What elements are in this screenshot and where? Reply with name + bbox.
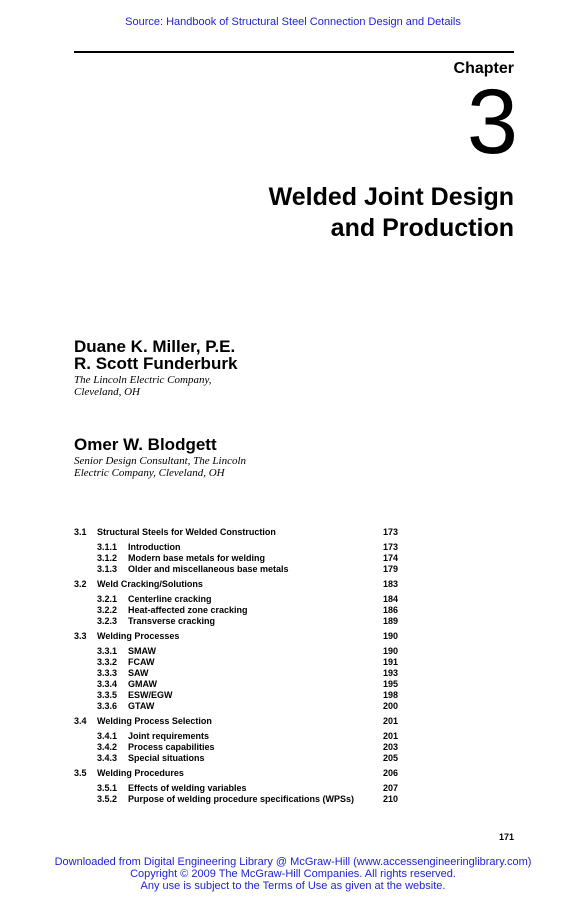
toc-page: 190 [382, 646, 398, 656]
toc-label: Special situations [128, 753, 205, 763]
toc-number: 3.2.2 [97, 605, 118, 615]
toc-page: 206 [382, 768, 398, 778]
toc-page: 190 [382, 631, 398, 641]
toc-label: Structural Steels for Welded Construction [97, 527, 276, 537]
toc-page: 203 [382, 742, 398, 752]
toc-number: 3.4.1 [97, 731, 118, 741]
toc-section-row[interactable] [74, 631, 404, 642]
toc-page: 191 [382, 657, 398, 667]
toc-subsection-row[interactable] [74, 616, 404, 627]
toc-label: Weld Cracking/Solutions [97, 579, 203, 589]
toc-page: 205 [382, 753, 398, 763]
toc-page: 200 [382, 701, 398, 711]
toc-label: Introduction [128, 542, 181, 552]
toc-label: Welding Process Selection [97, 716, 212, 726]
toc-number: 3.1.3 [97, 564, 118, 574]
toc-page: 173 [382, 527, 398, 537]
toc-subsection-row[interactable] [74, 679, 404, 690]
toc-subsection-row[interactable] [74, 564, 404, 575]
toc-number: 3.1 [74, 527, 87, 537]
footer-terms[interactable]: Any use is subject to the Terms of Use as given at the website. [140, 880, 446, 892]
toc-page: 186 [382, 605, 398, 615]
toc-label: Transverse cracking [128, 616, 216, 626]
toc-page: 201 [382, 731, 398, 741]
toc-number: 3.4 [74, 716, 87, 726]
toc-subsection-row[interactable] [74, 594, 404, 605]
toc-number: 3.4.3 [97, 753, 118, 763]
toc-label: Modern base metals for welding [128, 553, 266, 563]
top-rule [74, 51, 514, 53]
toc-page: 183 [382, 579, 398, 589]
toc-label: FCAW [128, 657, 155, 667]
toc-subsection-row[interactable] [74, 794, 404, 805]
toc-label: Effects of welding variables [128, 783, 247, 793]
toc-number: 3.3.2 [97, 657, 118, 667]
toc-label: Older and miscellaneous base metals [128, 564, 289, 574]
toc-page: 210 [382, 794, 398, 804]
toc-label: Centerline cracking [128, 594, 212, 604]
toc-subsection-row[interactable] [74, 742, 404, 753]
toc-label: Welding Procedures [97, 768, 184, 778]
toc-subsection-row[interactable] [74, 783, 404, 794]
toc-number: 3.3.6 [97, 701, 118, 711]
toc-number: 3.1.2 [97, 553, 118, 563]
toc-subsection-row[interactable] [74, 668, 404, 679]
toc-number: 3.4.2 [97, 742, 118, 752]
toc-number: 3.3 [74, 631, 87, 641]
toc-subsection-row[interactable] [74, 701, 404, 712]
toc-section-row[interactable] [74, 716, 404, 727]
author-miller: Duane K. Miller, P.E. [74, 337, 236, 356]
toc-label: GMAW [128, 679, 157, 689]
page-number: 171 [498, 832, 514, 842]
toc-page: 195 [382, 679, 398, 689]
toc-number: 3.2 [74, 579, 87, 589]
toc-label: SMAW [128, 646, 156, 656]
chapter-number: 3 [466, 71, 516, 173]
toc-section-row[interactable] [74, 768, 404, 779]
author-blodgett: Omer W. Blodgett [74, 435, 217, 454]
toc-label: Process capabilities [128, 742, 215, 752]
toc-subsection-row[interactable] [74, 753, 404, 764]
chapter-title-line1: Welded Joint Design [268, 183, 514, 211]
footer-download-link[interactable]: Downloaded from Digital Engineering Library @ McGraw-Hill (www.accessengineeringlibrary.com) [54, 856, 532, 868]
toc-subsection-row[interactable] [74, 553, 404, 564]
toc-number: 3.3.3 [97, 668, 118, 678]
chapter-label: Chapter [453, 60, 514, 77]
toc-number: 3.5.2 [97, 794, 118, 804]
toc-subsection-row[interactable] [74, 731, 404, 742]
affiliation-2-line1: Senior Design Consultant, The Lincoln [74, 455, 247, 467]
toc-number: 3.5 [74, 768, 87, 778]
toc-number: 3.3.1 [97, 646, 118, 656]
toc-subsection-row[interactable] [74, 605, 404, 616]
toc-number: 3.3.5 [97, 690, 118, 700]
toc-label: GTAW [128, 701, 155, 711]
toc-number: 3.3.4 [97, 679, 118, 689]
toc-page: 189 [382, 616, 398, 626]
footer [0, 856, 586, 892]
toc-number: 3.5.1 [97, 783, 118, 793]
toc-page: 184 [382, 594, 398, 604]
chapter-title-line2: and Production [330, 214, 514, 242]
toc-label: Purpose of welding procedure specifications (WPSs) [128, 794, 355, 804]
toc-number: 3.2.3 [97, 616, 118, 626]
chapter-title [114, 182, 514, 244]
toc-label: Heat-affected zone cracking [128, 605, 248, 615]
toc-number: 3.2.1 [97, 594, 118, 604]
toc-section-row[interactable] [74, 579, 404, 590]
toc-subsection-row[interactable] [74, 646, 404, 657]
toc-label: Joint requirements [128, 731, 210, 741]
footer-copyright: Copyright © 2009 The McGraw-Hill Companies. All rights reserved. [130, 868, 456, 880]
toc-label: Welding Processes [97, 631, 180, 641]
source-link[interactable]: Source: Handbook of Structural Steel Connection Design and Details [125, 16, 461, 28]
table-of-contents [74, 527, 404, 805]
toc-page: 198 [382, 690, 398, 700]
toc-subsection-row[interactable] [74, 542, 404, 553]
affiliation-2-line2: Electric Company, Cleveland, OH [74, 467, 225, 479]
toc-page: 173 [382, 542, 398, 552]
toc-page: 201 [382, 716, 398, 726]
toc-page: 193 [382, 668, 398, 678]
toc-page: 179 [382, 564, 398, 574]
toc-label: ESW/EGW [128, 690, 173, 700]
toc-label: SAW [128, 668, 149, 678]
toc-page: 207 [382, 783, 398, 793]
affiliation-1-line2: Cleveland, OH [74, 386, 140, 398]
affiliation-1-line1: The Lincoln Electric Company, [74, 374, 212, 386]
toc-number: 3.1.1 [97, 542, 118, 552]
toc-subsection-row[interactable] [74, 690, 404, 701]
toc-section-row[interactable] [74, 527, 404, 538]
toc-page: 174 [382, 553, 398, 563]
author-funderburk: R. Scott Funderburk [74, 354, 238, 373]
toc-subsection-row[interactable] [74, 657, 404, 668]
